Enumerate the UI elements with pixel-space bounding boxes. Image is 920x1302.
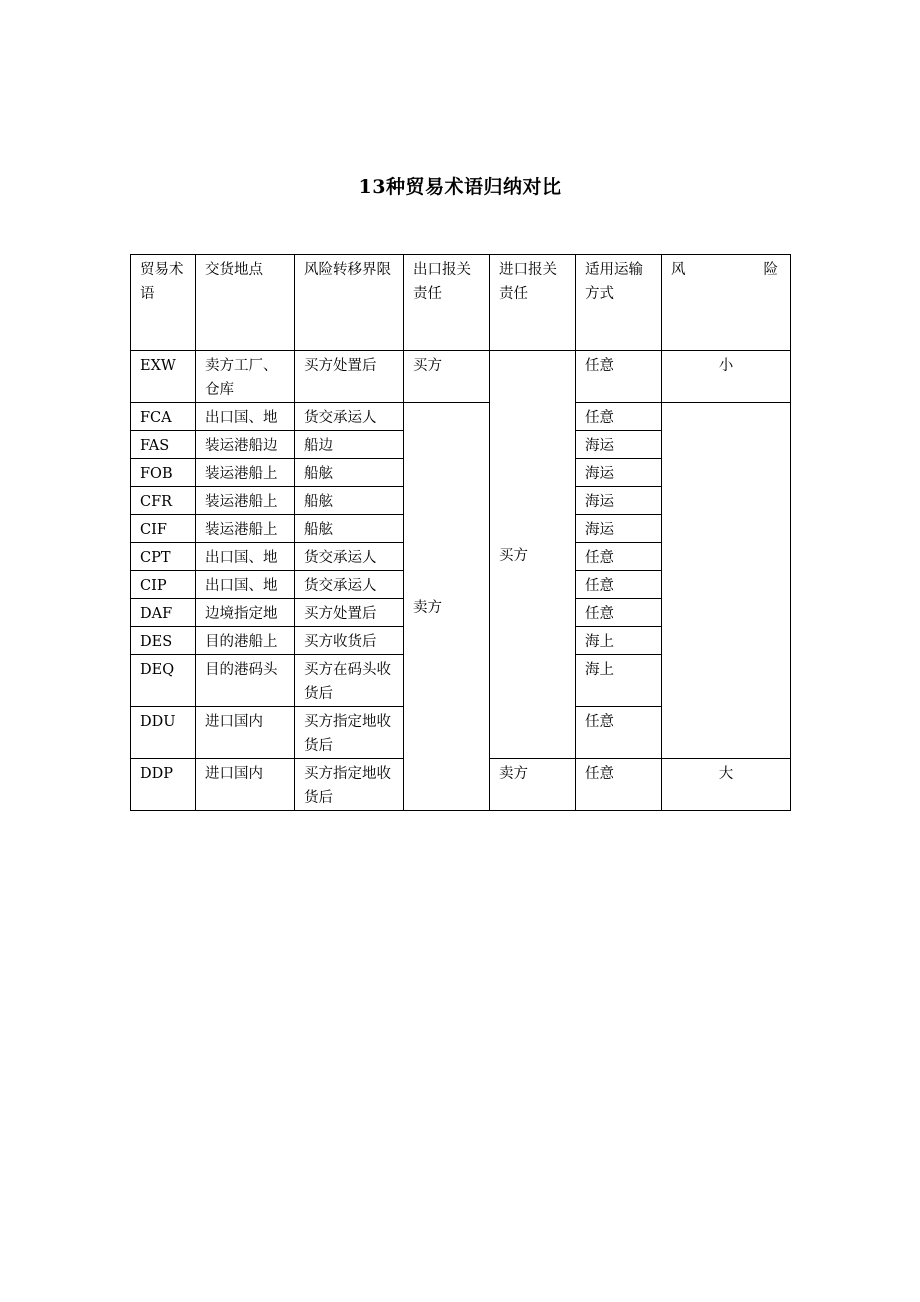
- term-cell: FOB: [131, 459, 196, 487]
- table-row: [131, 351, 791, 403]
- risk-transfer-cell: 买方处置后: [295, 599, 404, 627]
- transport-cell: 任意: [576, 403, 662, 431]
- document-title: 13种贸易术语归纳对比: [358, 176, 562, 198]
- transport-cell: 海上: [576, 655, 662, 707]
- risk-transfer-cell: 货交承运人: [295, 403, 404, 431]
- risk-transfer-cell: 货交承运人: [295, 543, 404, 571]
- delivery-cell: 装运港船上: [196, 515, 295, 543]
- risk-transfer-cell: 船舷: [295, 515, 404, 543]
- term-cell: DDU: [131, 707, 196, 759]
- table-header-row: [131, 255, 791, 351]
- risk-level-high-cell: 大: [662, 759, 791, 811]
- header-term: 贸易术语: [131, 255, 196, 351]
- term-cell: DEQ: [131, 655, 196, 707]
- table-row: [131, 403, 791, 431]
- delivery-cell: 进口国内: [196, 759, 295, 811]
- header-delivery: 交货地点: [196, 255, 295, 351]
- risk-transfer-cell: 船舷: [295, 487, 404, 515]
- term-cell: CIF: [131, 515, 196, 543]
- risk-transfer-cell: 货交承运人: [295, 571, 404, 599]
- risk-transfer-cell: 买方指定地收货后: [295, 707, 404, 759]
- risk-transfer-cell: 买方处置后: [295, 351, 404, 403]
- delivery-cell: 目的港船上: [196, 627, 295, 655]
- delivery-cell: 出口国、地: [196, 543, 295, 571]
- header-transport: 适用运输方式: [576, 255, 662, 351]
- transport-cell: 任意: [576, 707, 662, 759]
- delivery-cell: 装运港船上: [196, 487, 295, 515]
- transport-cell: 海运: [576, 487, 662, 515]
- risk-transfer-cell: 船边: [295, 431, 404, 459]
- term-cell: FCA: [131, 403, 196, 431]
- delivery-cell: 目的港码头: [196, 655, 295, 707]
- risk-transfer-cell: 买方指定地收货后: [295, 759, 404, 811]
- term-cell: CIP: [131, 571, 196, 599]
- term-cell: CPT: [131, 543, 196, 571]
- risk-transfer-cell: 买方在码头收货后: [295, 655, 404, 707]
- delivery-cell: 边境指定地: [196, 599, 295, 627]
- trade-terms-table: [130, 254, 791, 811]
- term-cell: DAF: [131, 599, 196, 627]
- header-risk-right: 险: [763, 262, 778, 278]
- term-cell: DDP: [131, 759, 196, 811]
- transport-cell: 海上: [576, 627, 662, 655]
- transport-cell: 任意: [576, 599, 662, 627]
- risk-transfer-cell: 船舷: [295, 459, 404, 487]
- transport-cell: 海运: [576, 459, 662, 487]
- delivery-cell: 进口国内: [196, 707, 295, 759]
- delivery-cell: 出口国、地: [196, 571, 295, 599]
- term-cell: FAS: [131, 431, 196, 459]
- transport-cell: 任意: [576, 351, 662, 403]
- import-clearance-cell: 卖方: [490, 759, 576, 811]
- transport-cell: 海运: [576, 515, 662, 543]
- delivery-cell: 卖方工厂、仓库: [196, 351, 295, 403]
- transport-cell: 任意: [576, 543, 662, 571]
- header-risk: [662, 255, 791, 351]
- risk-transfer-cell: 买方收货后: [295, 627, 404, 655]
- export-clearance-merged-cell: 卖方: [404, 403, 490, 811]
- export-clearance-cell: 买方: [404, 351, 490, 403]
- delivery-cell: 出口国、地: [196, 403, 295, 431]
- term-cell: DES: [131, 627, 196, 655]
- risk-level-low-cell: 小: [662, 351, 791, 403]
- term-cell: CFR: [131, 487, 196, 515]
- import-clearance-merged-cell: 买方: [490, 351, 576, 759]
- transport-cell: 任意: [576, 759, 662, 811]
- transport-cell: 海运: [576, 431, 662, 459]
- term-cell: EXW: [131, 351, 196, 403]
- header-risk-transfer: 风险转移界限: [295, 255, 404, 351]
- header-export-clearance: 出口报关责任: [404, 255, 490, 351]
- header-import-clearance: 进口报关责任: [490, 255, 576, 351]
- risk-gradient-cell: [662, 403, 791, 759]
- transport-cell: 任意: [576, 571, 662, 599]
- header-risk-left: 风: [671, 262, 686, 278]
- delivery-cell: 装运港船上: [196, 459, 295, 487]
- delivery-cell: 装运港船边: [196, 431, 295, 459]
